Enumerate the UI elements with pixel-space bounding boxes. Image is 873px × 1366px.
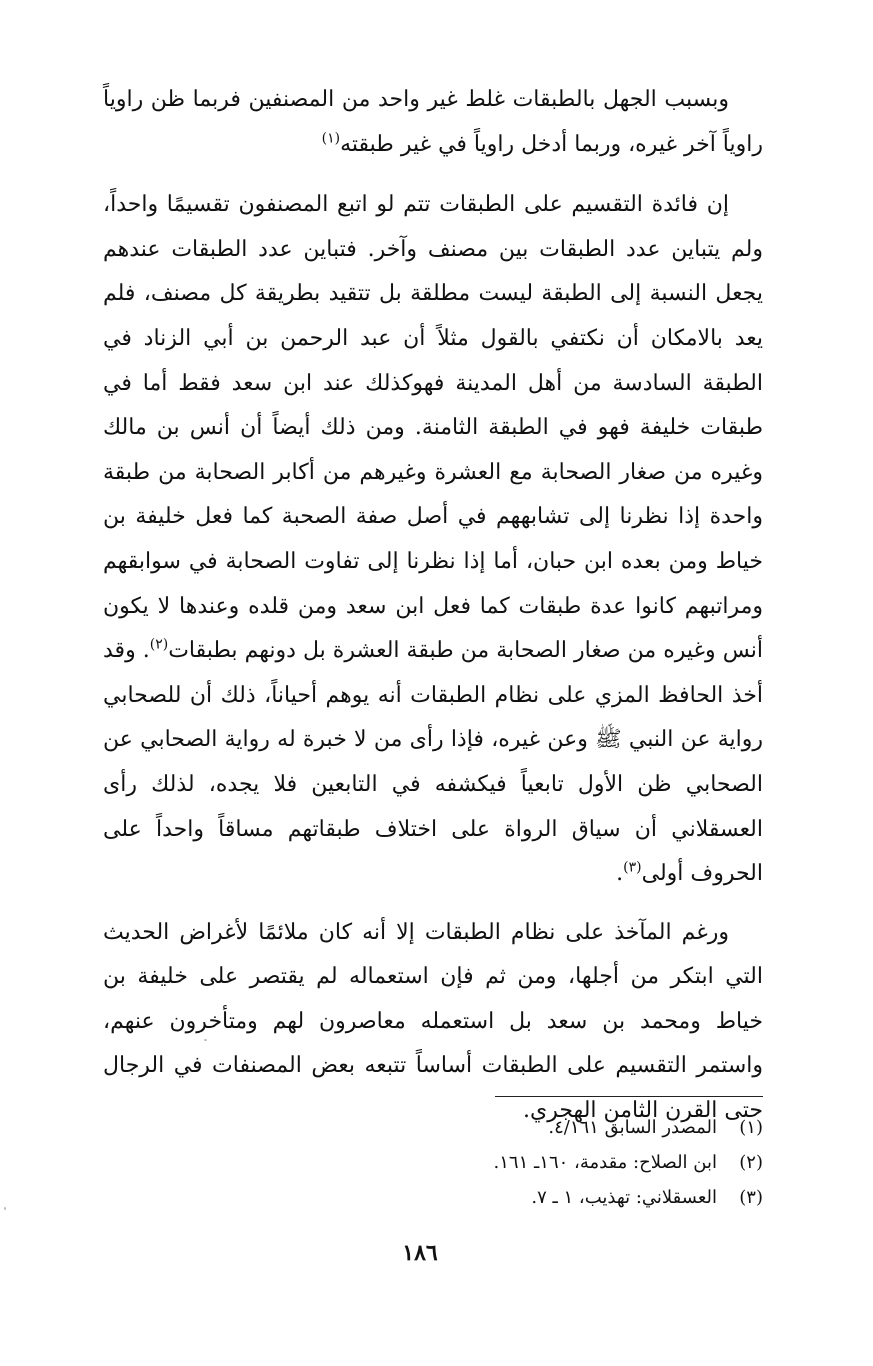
- paragraph-3: [103, 911, 763, 1134]
- footnote-3: [343, 1180, 763, 1215]
- paragraph-2-text-b: . وقد أخذ الحافظ المزي على نظام الطبقات أنه يوهم أحياناً، ذلك أن للصحابي رواية عن النبي ﷺ وعن غيره، فإذا رأى من لا خبرة له رواية الصحابي عن الصحابي ظن الأول تابعياً فيكشفه في التابعين فلا يجده، لذلك رأى العسقلاني أن سياق الرواة على اختلاف طبقاتهم مساقاً واحداً على الحروف أولى: [103, 638, 763, 887]
- footnote-2-number: (٢): [739, 1152, 763, 1173]
- paragraph-2: [103, 183, 763, 897]
- footnote-separator: [495, 1096, 763, 1097]
- footnote-1-text: المصدر السابق ٤/١٦١.: [548, 1117, 717, 1138]
- paragraph-3-text: ورغم المآخذ على نظام الطبقات إلا أنه كان ملائمًا لأغراض الحديث التي ابتكر من أجلها، ومن ثم فإن استعماله لم يقتصر على خليفة بن خياط ومحمد بن سعد بل استعمله معاصرون لهم ومتأخرون عنهم، واستمر التقسيم على الطبقات أساساً تتبعه بعض المصنفات في الرجال حتى القرن الثامن الهجري.: [103, 919, 763, 1124]
- footnote-1: [343, 1110, 763, 1145]
- footnote-2: [343, 1145, 763, 1180]
- footnote-1-number: (١): [739, 1117, 763, 1138]
- page-number: ١٨٦: [402, 1240, 438, 1266]
- footnote-3-text: العسقلاني: تهذيب، ١ ـ ٧.: [531, 1187, 717, 1208]
- footnote-ref-2: (٢): [149, 636, 169, 653]
- paragraph-1-text: وبسبب الجهل بالطبقات غلط غير واحد من المصنفين فربما ظن راوياً راوياً آخر غيره، وربما أدخل راوياً في غير طبقته: [103, 87, 763, 157]
- footnote-ref-3: (٣): [623, 859, 642, 876]
- scan-speck: [204, 1039, 207, 1041]
- paragraph-2-text-a: إن فائدة التقسيم على الطبقات تتم لو اتبع المصنفون تقسيمًا واحداً، ولم يتباين عدد الطبقات بين مصنف وآخر. فتباين عدد الطبقات عندهم يجعل النسبة إلى الطبقة ليست مطلقة بل تتقيد بطريقة كل مصنف، فلم يعد بالامكان أن نكتفي بالقول مثلاً أن عبد الرحمن بن أبي الزناد في الطبقة السادسة من أهل المدينة فهوكذلك عند ابن سعد فقط أما في طبقات خليفة فهو في الطبقة الثامنة. ومن ذلك أيضاً أن أنس بن مالك وغيره من صغار الصحابة مع العشرة وغيرهم من أكابر الصحابة من طبقة واحدة إذا نظرنا إلى تشابههم في أصل صفة الصحبة كما فعل خليفة بن خياط ومن بعده ابن حبان، أما إذا نظرنا إلى تفاوت الصحابة في سوابقهم ومراتبهم كانوا عدة طبقات كما فعل ابن سعد ومن قلده وعندها لا يكون أنس وغيره من صغار الصحابة من طبقة العشرة بل دونهم بطبقات: [103, 192, 763, 664]
- scan-speck: [4, 1207, 6, 1210]
- main-text: [103, 78, 763, 1134]
- footnote-ref-1: (١): [321, 130, 341, 147]
- footnotes: [343, 1110, 763, 1215]
- footnote-3-number: (٣): [739, 1187, 763, 1208]
- paragraph-1: [103, 78, 763, 167]
- paragraph-2-text-end: .: [616, 861, 624, 887]
- footnote-2-text: ابن الصلاح: مقدمة، ١٦٠ـ ١٦١.: [493, 1152, 717, 1173]
